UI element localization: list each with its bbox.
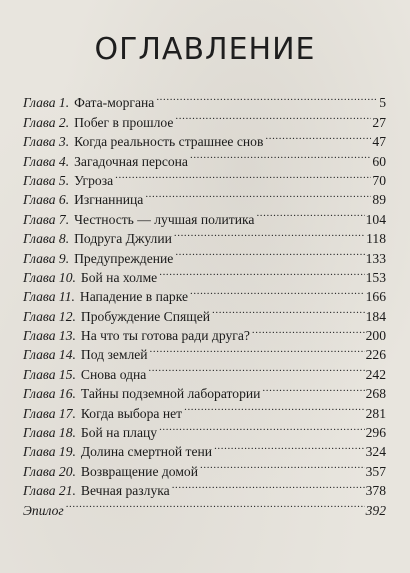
dot-leader [200,456,365,475]
chapter-title: Загадочная персона [74,153,188,169]
chapter-title: Предупреждение [74,250,174,266]
chapter-title: Тайны подземной лаборатории [80,386,261,402]
dot-leader [256,204,364,223]
dot-leader [214,437,365,456]
dot-leader [190,282,365,301]
page-number: 226 [365,347,386,363]
toc-entry-epilogue [23,495,386,518]
chapter-title: Под землей [80,347,148,363]
toc-entry [23,88,386,111]
chapter-label: Глава 7. [23,211,70,227]
page-number: 118 [366,231,386,247]
chapter-title: Фата-моргана [74,95,155,111]
dot-leader [174,224,365,243]
dot-leader [115,166,371,185]
page-number: 268 [365,386,386,402]
chapter-title: Побег в прошлое [74,114,174,130]
chapter-label: Глава 10. [23,269,76,285]
page-number: 5 [379,95,386,111]
page-number: 60 [372,153,386,169]
chapter-label: Глава 12. [23,308,76,324]
page-number: 166 [365,289,386,305]
page-number: 27 [372,114,386,130]
epilogue-label: Эпилог [23,502,64,518]
chapter-label: Глава 9. [23,250,70,266]
toc-entry [23,282,386,305]
dot-leader [262,379,364,398]
toc-entry [23,340,386,363]
chapter-label: Глава 8. [23,231,70,247]
dot-leader [159,263,364,282]
dot-leader [148,359,364,378]
dot-leader [150,340,365,359]
dot-leader [175,107,371,126]
chapter-title: Когда выбора нет [80,405,183,421]
toc-entry [23,398,386,421]
dot-leader [184,398,365,417]
toc-entry [23,359,386,382]
dot-leader [145,185,371,204]
chapter-title: Снова одна [80,366,147,382]
dot-leader [175,243,364,262]
chapter-label: Глава 20. [23,463,76,479]
toc-entry [23,418,386,441]
page-number: 357 [365,463,386,479]
chapter-title: Вечная разлука [80,483,170,499]
dot-leader [252,321,365,340]
table-of-contents [23,88,386,518]
dot-leader [66,495,365,514]
chapter-label: Глава 1. [23,95,70,111]
page-number: 104 [365,211,386,227]
chapter-label: Глава 6. [23,192,70,208]
chapter-label: Глава 17. [23,405,76,421]
dot-leader [265,127,371,146]
chapter-title: Нападение в парке [79,289,189,305]
chapter-label: Глава 16. [23,386,76,402]
chapter-label: Глава 3. [23,134,70,150]
chapter-label: Глава 5. [23,172,70,188]
chapter-title: Угроза [74,172,114,188]
chapter-label: Глава 19. [23,444,76,460]
page-number: 392 [365,502,386,518]
chapter-title: Честность — лучшая политика [74,211,255,227]
page-number: 70 [372,172,386,188]
toc-entry [23,456,386,479]
page-number: 200 [365,328,386,344]
chapter-label: Глава 2. [23,114,70,130]
chapter-title: Долина смертной тени [80,444,213,460]
page-number: 89 [372,192,386,208]
dot-leader [190,146,371,165]
page-number: 133 [365,250,386,266]
page-number: 184 [365,308,386,324]
chapter-label: Глава 4. [23,153,70,169]
page-number: 281 [365,405,386,421]
chapter-label: Глава 14. [23,347,76,363]
page-number: 296 [365,425,386,441]
page-number: 47 [372,134,386,150]
page-number: 324 [365,444,386,460]
chapter-title: Возвращение домой [80,463,198,479]
chapter-title: Пробуждение Спящей [80,308,211,324]
dot-leader [156,88,378,107]
chapter-label: Глава 13. [23,328,76,344]
page-number: 378 [365,483,386,499]
page-number: 242 [365,366,386,382]
chapter-title: Подруга Джулии [74,231,172,247]
chapter-label: Глава 18. [23,425,76,441]
chapter-label: Глава 11. [23,289,75,305]
toc-entry [23,437,386,460]
page-number: 153 [365,269,386,285]
chapter-label: Глава 15. [23,366,76,382]
dot-leader [212,301,365,320]
dot-leader [159,418,365,437]
chapter-title: Изгнанница [74,192,144,208]
chapter-title: Бой на плацу [80,425,158,441]
toc-entry [23,476,386,499]
dot-leader [172,476,365,495]
page-title: ОГЛАВЛЕНИЕ [94,32,316,67]
chapter-title: Когда реальность страшнее снов [74,134,264,150]
toc-entry [23,379,386,402]
chapter-title: На что ты готова ради друга? [80,328,250,344]
toc-entry [23,301,386,324]
chapter-title: Бой на холме [80,269,158,285]
chapter-label: Глава 21. [23,483,76,499]
